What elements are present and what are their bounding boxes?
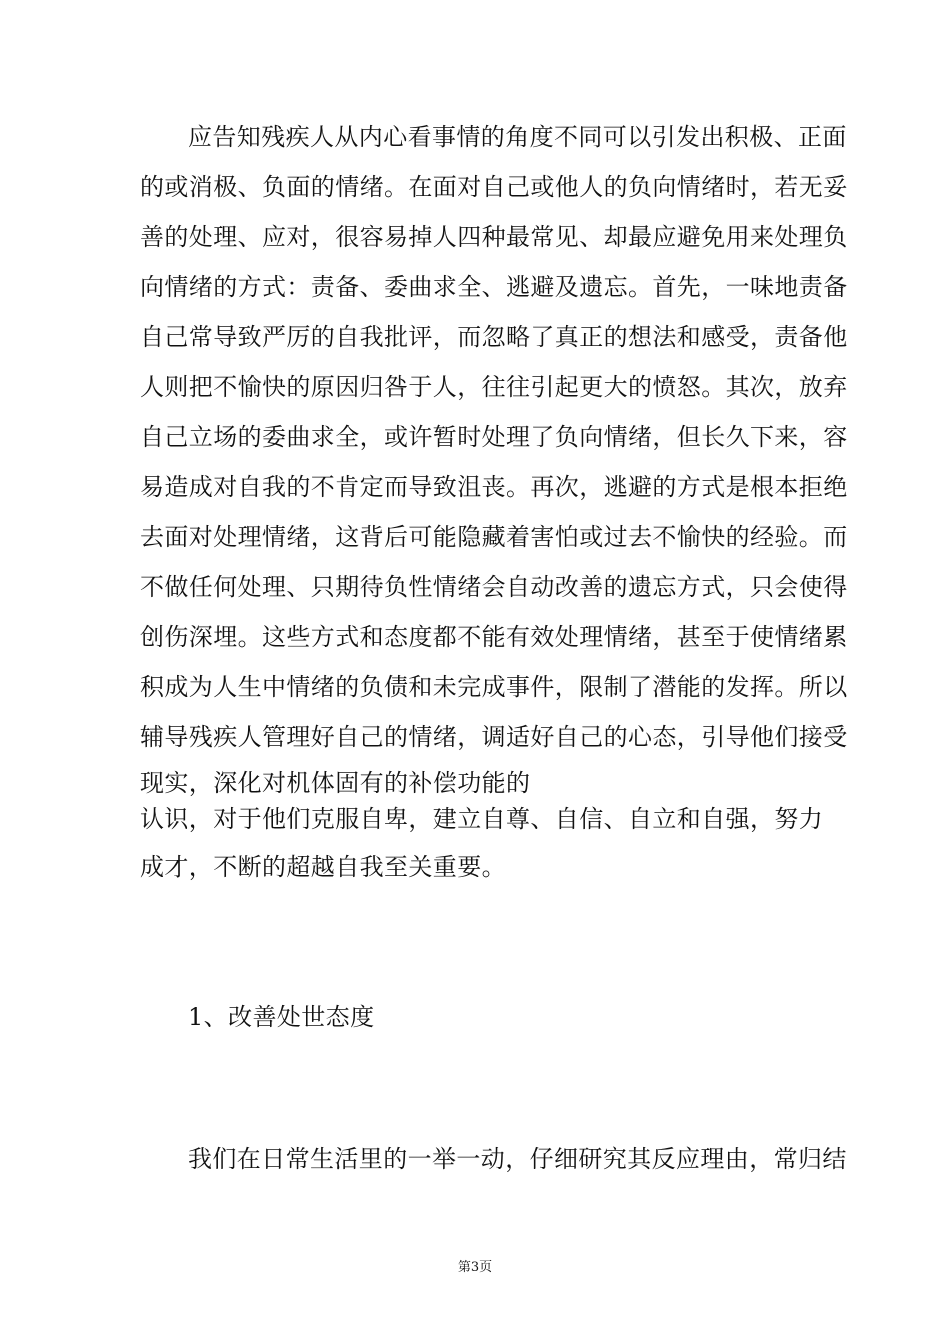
paragraph-line: 我们在日常生活里的一举一动，仔细研究其反应理由，常归结 bbox=[188, 1145, 847, 1173]
paragraph-line: 善的处理、应对，很容易掉人四种最常见、却最应避免用来处理负 bbox=[140, 223, 848, 251]
paragraph-line: 创伤深埋。这些方式和态度都不能有效处理情绪，甚至于使情绪累 bbox=[140, 623, 848, 651]
paragraph-line: 自己立场的委曲求全，或许暂时处理了负向情绪，但长久下来，容 bbox=[140, 423, 848, 451]
paragraph-line: 易造成对自我的不肯定而导致沮丧。再次，逃避的方式是根本拒绝 bbox=[140, 473, 848, 501]
paragraph-line: 认识，对于他们克服自卑，建立自尊、自信、自立和自强，努力 bbox=[140, 805, 824, 833]
paragraph-line: 辅导残疾人管理好自己的情绪，调适好自己的心态，引导他们接受 bbox=[140, 723, 848, 751]
paragraph-line: 的或消极、负面的情绪。在面对自己或他人的负向情绪时，若无妥 bbox=[140, 173, 848, 201]
page-number: 第3页 bbox=[457, 1260, 493, 1275]
paragraph-line: 向情绪的方式：责备、委曲求全、逃避及遗忘。首先，一味地责备 bbox=[140, 273, 848, 301]
section-heading: 1、改善处世态度 bbox=[188, 1003, 375, 1031]
paragraph-line: 不做任何处理、只期待负性情绪会自动改善的遗忘方式，只会使得 bbox=[140, 573, 848, 601]
paragraph-line: 成才，不断的超越自我至关重要。 bbox=[140, 853, 506, 881]
paragraph-line: 应告知残疾人从内心看事情的角度不同可以引发出积极、正面 bbox=[188, 123, 847, 151]
paragraph-line: 积成为人生中情绪的负债和未完成事件，限制了潜能的发挥。所以 bbox=[140, 673, 848, 701]
paragraph-line: 现实，深化对机体固有的补偿功能的 bbox=[140, 769, 531, 797]
paragraph-line: 人则把不愉快的原因归咎于人，往往引起更大的愤怒。其次，放弃 bbox=[140, 373, 848, 401]
paragraph-line: 去面对处理情绪，这背后可能隐藏着害怕或过去不愉快的经验。而 bbox=[140, 523, 848, 551]
paragraph-line: 自己常导致严厉的自我批评，而忽略了真正的想法和感受，责备他 bbox=[140, 323, 848, 351]
